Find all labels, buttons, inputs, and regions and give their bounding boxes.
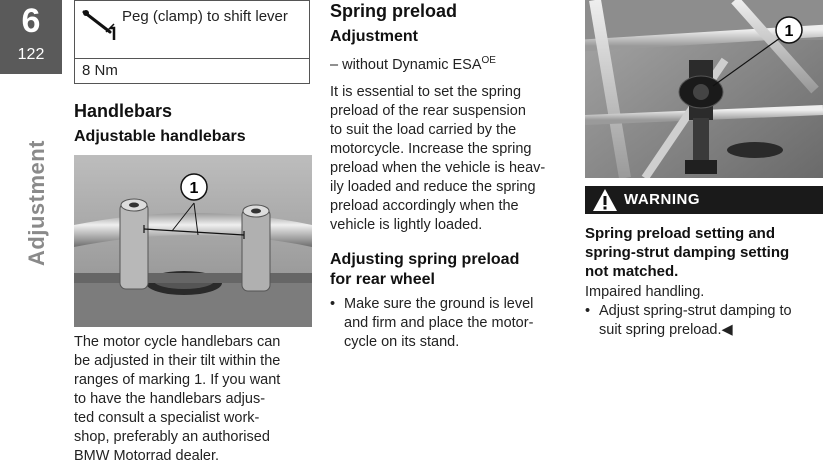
- warning-action-line-1: • Adjust spring-strut damping to: [599, 303, 792, 319]
- essential-line-4: motorcycle. Increase the spring: [330, 141, 532, 157]
- without-esa-note: [330, 51, 496, 75]
- warning-label: WARNING: [624, 191, 700, 208]
- torque-spec-divider: [74, 58, 310, 59]
- handlebar-line-7: BMW Motorrad dealer.: [74, 448, 220, 464]
- warning-action-line-2: suit spring preload.◀: [599, 322, 733, 338]
- handlebar-callout-1: 1: [189, 180, 199, 197]
- warning-action-item: [585, 302, 823, 340]
- preload-steps: [330, 295, 570, 352]
- adjustable-handlebars-heading: Adjustable handlebars: [74, 128, 246, 145]
- warning-consequence: Impaired handling.: [585, 284, 705, 300]
- warning-title-line-1: Spring preload setting and: [585, 225, 776, 242]
- preload-explanation: [330, 83, 570, 235]
- warning-title-line-3: not matched.: [585, 263, 679, 280]
- warning-triangle-icon: [592, 188, 618, 212]
- esa-oe-superscript: OE: [481, 55, 496, 66]
- step-item: [330, 295, 570, 352]
- essential-line-7: preload accordingly when the: [330, 198, 519, 214]
- essential-line-1: It is essential to set the spring: [330, 84, 522, 100]
- handlebar-line-3: ranges of marking 1. If you want: [74, 372, 281, 388]
- essential-line-6: ily loaded and reduce the spring: [330, 179, 536, 195]
- essential-line-8: vehicle is lightly loaded.: [330, 217, 483, 233]
- spring-preload-heading: Spring preload: [330, 1, 458, 21]
- handlebar-clamp-photo: [74, 155, 312, 327]
- rear-shock-preload-photo: [585, 0, 823, 178]
- handlebars-heading: Handlebars: [74, 101, 173, 121]
- handlebar-line-6: shop, preferably an authorised: [74, 429, 270, 445]
- adjusting-heading-line-1: Adjusting spring preload: [330, 251, 520, 268]
- essential-line-2: preload of the rear suspension: [330, 103, 526, 119]
- adjusting-preload-heading: [330, 250, 570, 290]
- handlebar-line-4: to have the handlebars adjus-: [74, 391, 266, 407]
- torque-wrench-icon: [80, 6, 120, 42]
- warning-bar: [585, 186, 823, 214]
- chapter-number: 6: [21, 2, 41, 40]
- adjustment-subheading: Adjustment: [330, 28, 418, 45]
- torque-description: Peg (clamp) to shift lever: [122, 8, 288, 25]
- shock-callout-1: 1: [784, 23, 794, 40]
- without-esa-text: – without Dynamic ESA: [330, 56, 482, 73]
- warning-title: [585, 224, 823, 281]
- handlebar-description: [74, 333, 314, 466]
- adjusting-heading-line-2: for rear wheel: [330, 271, 435, 288]
- handlebar-line-1: The motor cycle handlebars can: [74, 334, 281, 350]
- page-number: 122: [17, 46, 45, 63]
- section-side-label: [24, 139, 50, 266]
- handlebar-line-2: be adjusted in their tilt within the: [74, 353, 281, 369]
- step-line-2: and firm and place the motor-: [344, 315, 534, 331]
- warning-actions: [585, 302, 823, 340]
- torque-value: 8 Nm: [82, 62, 118, 79]
- section-side-label-text: Adjustment: [24, 139, 49, 266]
- essential-line-5: preload when the vehicle is heav-: [330, 160, 546, 176]
- handlebar-line-5: ted consult a specialist work-: [74, 410, 260, 426]
- essential-line-3: to suit the load carried by the: [330, 122, 517, 138]
- step-line-3: cycle on its stand.: [344, 334, 460, 350]
- warning-title-line-2: spring-strut damping setting: [585, 244, 790, 261]
- step-line-1: • Make sure the ground is level: [344, 296, 534, 312]
